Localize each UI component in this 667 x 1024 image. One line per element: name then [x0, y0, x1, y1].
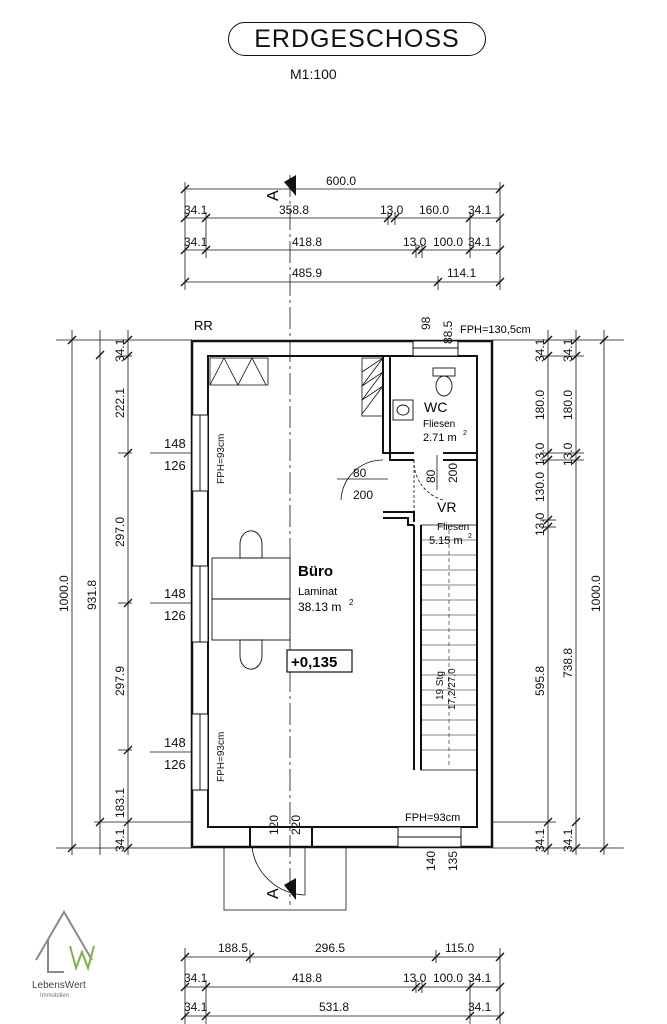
left-dimension-values [57, 338, 127, 852]
dim-top-r3-b: 418.8 [292, 235, 323, 249]
level-marker [287, 650, 352, 672]
logo-name: LebensWert [32, 980, 86, 991]
dim-left-seg-5: 183.1 [113, 787, 127, 818]
fph-top-label: FPH=130,5cm [460, 324, 531, 336]
dim-bot-r2-e: 34.1 [468, 971, 492, 985]
door-office-w: 80 [353, 466, 367, 480]
entry-door-dims [267, 815, 303, 835]
dim-bot-r1-b: 296.5 [315, 941, 346, 955]
dim-top-r4-a: 485.9 [292, 266, 323, 280]
win-left1-fph: FPH=93cm [216, 433, 227, 484]
entry-door-h: 220 [289, 814, 303, 835]
dim-right-c2-3: 13.0 [561, 442, 575, 466]
top-dimension-values [184, 174, 492, 280]
dim-right-c1-6: 595.8 [533, 665, 547, 696]
dim-right-c1-4: 130.0 [533, 471, 547, 502]
win-left3-w1: 148 [164, 735, 186, 750]
dim-right-c2-2: 180.0 [561, 389, 575, 420]
dim-top-r3-e: 34.1 [468, 235, 492, 249]
dim-right-c2-4: 34.1 [561, 828, 575, 852]
section-marker-bottom-label: A [265, 888, 282, 899]
fph-bottom-label: FPH=93cm [405, 812, 461, 824]
door-wc-h: 200 [446, 462, 460, 483]
room-wc-floor: Fliesen [423, 419, 456, 430]
dim-right-c1-1: 34.1 [533, 338, 547, 362]
dim-left-mid: 931.8 [85, 579, 99, 610]
dim-right-c1-2: 180.0 [533, 389, 547, 420]
door-wc-w: 80 [424, 469, 438, 483]
dim-left-outer: 1000.0 [57, 575, 71, 612]
window-bottom [398, 827, 461, 847]
wc-toilet [433, 368, 455, 396]
room-wc-area-sup: 2 [463, 430, 467, 437]
dim-top-r4-b: 114.1 [447, 266, 477, 280]
logo-subtitle: Immobilien [40, 993, 70, 999]
win-bottom-b: 135 [446, 850, 460, 871]
dim-right-mid: 738.8 [561, 647, 575, 678]
room-vr-area-sup: 2 [468, 533, 472, 540]
shaft-hatch-left [210, 358, 268, 385]
dim-right-c2-1: 34.1 [561, 338, 575, 362]
dim-right-c1-7: 34.1 [533, 828, 547, 852]
dim-top-600: 600.0 [326, 174, 357, 188]
lebenswert-logo [36, 912, 94, 972]
section-marker-top [265, 175, 296, 201]
dim-top-r2-d: 160.0 [419, 203, 450, 217]
section-marker-top-label: A [265, 190, 282, 201]
win-left2-w1: 148 [164, 586, 186, 601]
dim-top-r2-b: 358.8 [279, 203, 310, 217]
room-wc-area: 2.71 m [423, 432, 457, 444]
room-vr-name: VR [437, 499, 457, 515]
dim-bot-r3-a: 34.1 [184, 1000, 208, 1014]
dim-top-r3-c: 13.0 [403, 235, 427, 249]
dim-left-seg-6: 34.1 [113, 828, 127, 852]
dim-bot-r3-b: 531.8 [319, 1000, 350, 1014]
win-top-a: 98 [419, 316, 433, 330]
level-marker-text: +0,135 [291, 654, 338, 671]
office-desk [212, 531, 290, 669]
left-window-dims [150, 436, 192, 772]
win-bottom-a: 140 [424, 850, 438, 871]
stairs-labels [435, 668, 458, 710]
dim-top-r3-a: 34.1 [184, 235, 208, 249]
staircase [421, 525, 477, 770]
dim-bot-r3-c: 34.1 [468, 1000, 492, 1014]
dim-left-seg-1: 34.1 [113, 338, 127, 362]
dim-bot-r1-a: 188.5 [218, 941, 249, 955]
right-dimensions [492, 330, 624, 855]
room-wc-name: WC [424, 399, 448, 415]
win-left3-fph: FPH=93cm [216, 731, 227, 782]
dim-top-r3-d: 100.0 [433, 235, 464, 249]
window-left-1 [192, 415, 208, 491]
dim-left-seg-3: 297.0 [113, 516, 127, 547]
win-left1-w1: 148 [164, 436, 186, 451]
dim-top-r2-c: 13.0 [380, 203, 404, 217]
room-vr-area: 5.15 m [429, 535, 463, 547]
win-left3-w2: 126 [164, 757, 186, 772]
dim-bot-r2-b: 418.8 [292, 971, 323, 985]
bottom-dimension-values [184, 941, 492, 1014]
entry-door-w: 120 [267, 814, 281, 835]
plan-scale: M1:100 [290, 66, 337, 82]
rr-label: RR [194, 318, 213, 333]
dim-top-r2-a: 34.1 [184, 203, 208, 217]
room-buero-area-sup: 2 [349, 598, 354, 607]
dim-bot-r2-a: 34.1 [184, 971, 208, 985]
room-buero-name: Büro [298, 563, 333, 580]
door-office-h: 200 [353, 488, 374, 502]
window-left-3 [192, 714, 208, 790]
win-top-b: 88.5 [441, 320, 455, 344]
dim-bot-r2-c: 13.0 [403, 971, 427, 985]
dim-right-c1-3: 13.0 [533, 442, 547, 466]
dim-top-r2-e: 34.1 [468, 203, 492, 217]
dim-bot-r2-d: 100.0 [433, 971, 464, 985]
room-buero [298, 563, 354, 614]
window-left-2 [192, 566, 208, 642]
room-buero-area: 38.13 m [298, 600, 342, 614]
stairs-count: 19 Stg [435, 671, 446, 700]
shaft-hatch-wc [362, 358, 383, 416]
win-left2-w2: 126 [164, 608, 186, 623]
win-left1-w2: 126 [164, 458, 186, 473]
bottom-window-dims [424, 851, 460, 871]
room-vr-floor: Fliesen [437, 522, 470, 533]
entry-door [224, 827, 346, 910]
wc-sink [393, 400, 413, 420]
dim-left-seg-4: 297.9 [113, 665, 127, 696]
right-dimension-values [533, 338, 603, 852]
room-buero-floor: Laminat [298, 586, 338, 598]
dim-right-c1-5: 13.0 [533, 512, 547, 536]
stairs-ratio: 17,2/27,0 [447, 668, 458, 710]
door-office-dims [353, 466, 373, 502]
dim-left-seg-2: 222.1 [113, 387, 127, 418]
plan-title-text: ERDGESCHOSS [254, 24, 460, 53]
room-wc [423, 399, 467, 444]
dim-bot-r1-c: 115.0 [445, 941, 475, 955]
dim-right-outer: 1000.0 [589, 575, 603, 612]
